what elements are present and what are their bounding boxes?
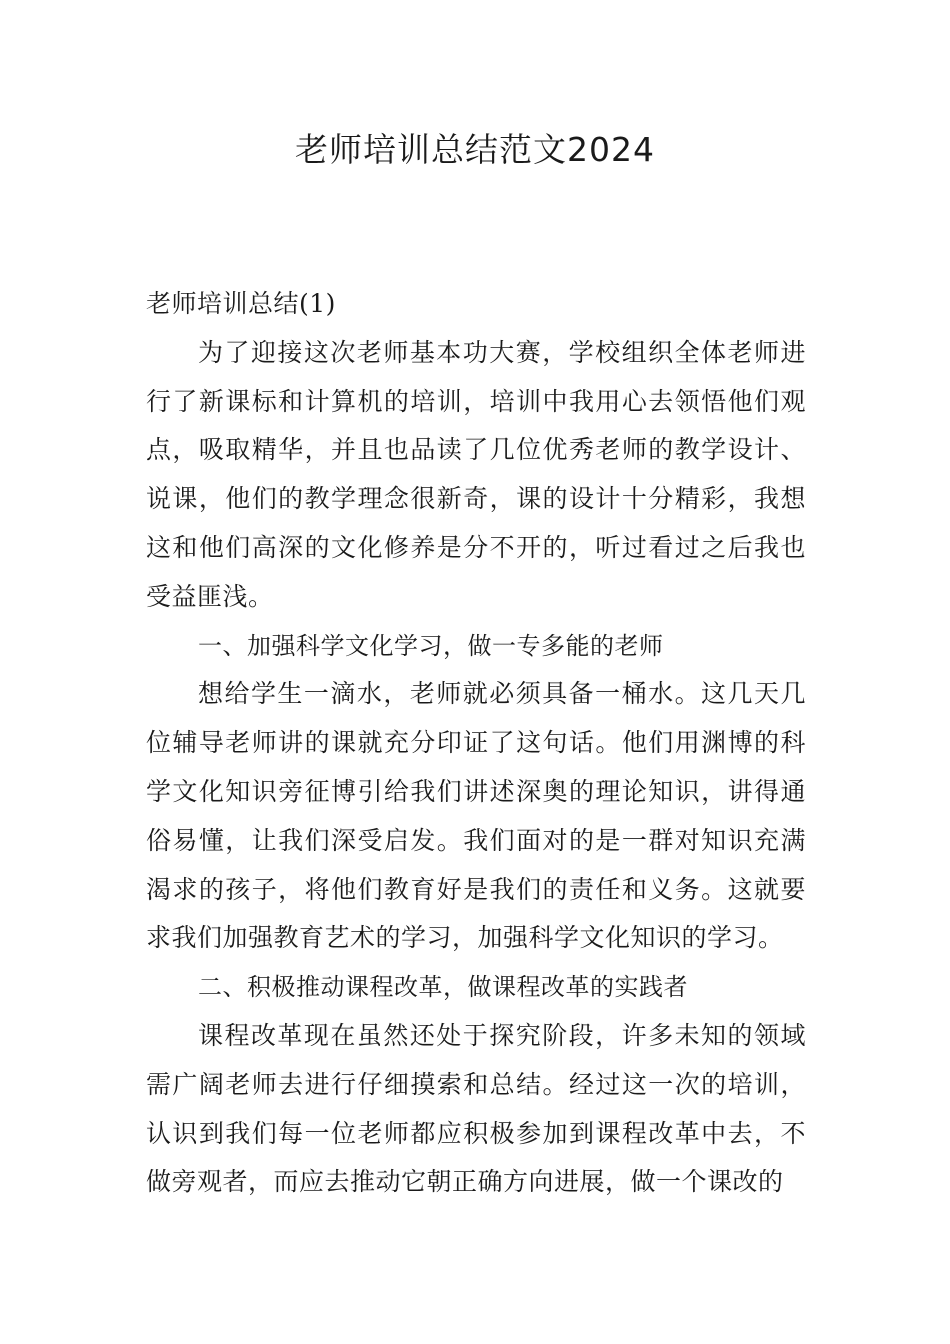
paragraph-one: 想给学生一滴水，老师就必须具备一桶水。这几天几位辅导老师讲的课就充分印证了这句话。他们用渊博的科学文化知识旁征博引给我们讲述深奥的理论知识，讲得通俗易懂，让我们深受启发。我们面对的是一群对知识充满渴求的孩子，将他们教育好是我们的责任和义务。这就要求我们加强教育艺术的学习，加强科学文化知识的学习。	[146, 679, 806, 953]
paragraph-two: 课程改革现在虽然还处于探究阶段，许多未知的领域需广阔老师去进行仔细摸索和总结。经过这一次的培训，认识到我们每一位老师都应积极参加到课程改革中去，不做旁观者，而应去推动它朝正确方向进展，做一个课改的	[146, 1020, 806, 1197]
paragraph-intro: 为了迎接这次老师基本功大赛，学校组织全体老师进行了新课标和计算机的培训，培训中我用心去领悟他们观点，吸取精华，并且也品读了几位优秀老师的教学设计、说课，他们的教学理念很新奇，课的设计十分精彩，我想这和他们高深的文化修养是分不开的，听过看过之后我也受益匪浅。	[146, 337, 806, 611]
document-body	[146, 280, 806, 1207]
heading-two: 二、积极推动课程改革，做课程改革的实践者	[198, 973, 688, 1002]
document-title: 老师培训总结范文2024	[295, 130, 655, 169]
section-label: 老师培训总结(1)	[146, 289, 336, 318]
heading-one: 一、加强科学文化学习，做一专多能的老师	[198, 631, 664, 660]
